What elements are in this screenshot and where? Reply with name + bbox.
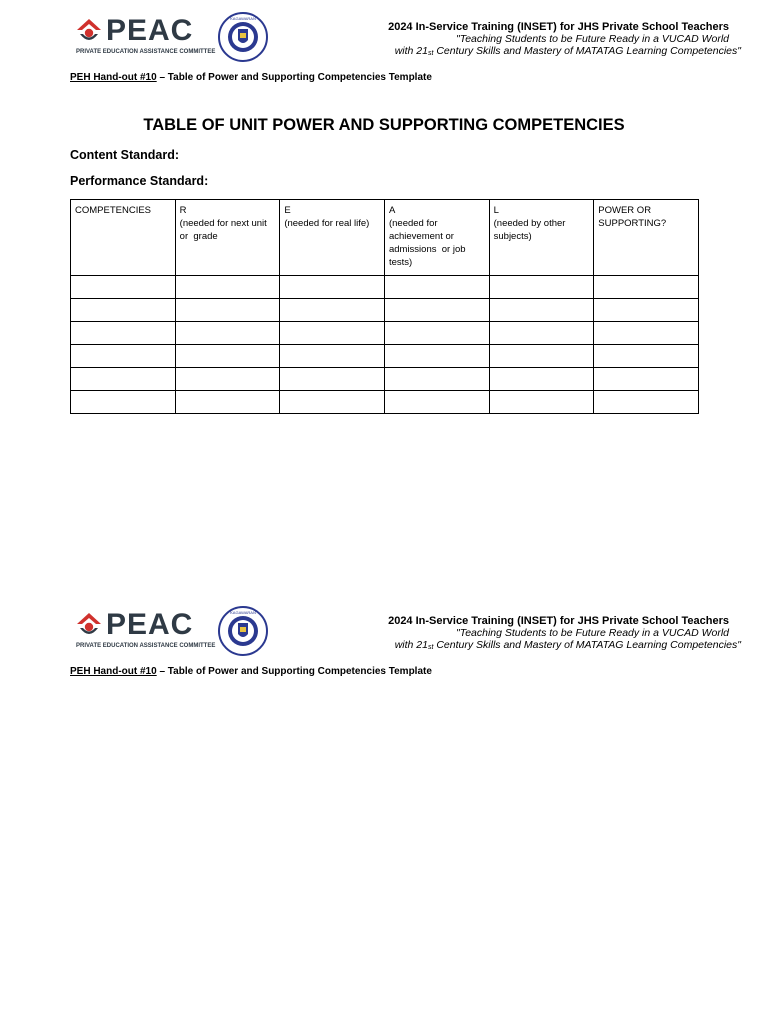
peac-logo <box>76 608 216 654</box>
handout-desc: – Table of Power and Supporting Competencies Template <box>156 72 432 83</box>
table-cell <box>384 322 489 345</box>
page-2 <box>0 594 768 1024</box>
handout-desc: – Table of Power and Supporting Competencies Template <box>156 666 432 677</box>
header-r: R (needed for next unit or grade <box>175 200 280 276</box>
inset-heading <box>388 21 741 60</box>
peac-wordmark: PEAC <box>106 608 194 641</box>
peac-logo <box>76 14 216 60</box>
table-cell <box>175 322 280 345</box>
handout-label <box>70 72 432 83</box>
page-header <box>0 0 768 60</box>
table-cell <box>384 368 489 391</box>
inset-tagline: "Teaching Students to be Future Ready in a VUCAD World <box>456 33 729 45</box>
table-cell <box>594 299 699 322</box>
table-cell <box>175 276 280 299</box>
table-row <box>71 276 699 299</box>
header-e: E (needed for real life) <box>280 200 385 276</box>
table-cell <box>384 391 489 414</box>
inset-title: 2024 In-Service Training (INSET) for JHS Private School Teachers <box>388 21 729 33</box>
page-header <box>0 594 768 654</box>
header-competencies: COMPETENCIES <box>71 200 176 276</box>
inset-tagline-line2: with $21_{st}$ Century Skills and Mastery of MATATAG Learning Competencies" <box>394 639 741 651</box>
handout-ref: PEH Hand-out #10 <box>70 666 157 677</box>
table-cell <box>71 322 176 345</box>
table-cell <box>489 276 594 299</box>
table-cell <box>71 368 176 391</box>
table-cell <box>280 368 385 391</box>
peac-subtitle: PRIVATE EDUCATION ASSISTANCE COMMITTEE <box>76 49 216 55</box>
header-l: L (needed by other subjects) <box>489 200 594 276</box>
inset-heading <box>388 615 741 654</box>
table-cell <box>594 276 699 299</box>
table-cell <box>71 345 176 368</box>
peac-subtitle: PRIVATE EDUCATION ASSISTANCE COMMITTEE <box>76 643 216 649</box>
table-row <box>71 368 699 391</box>
table-cell <box>175 345 280 368</box>
deped-seal-icon <box>218 606 268 656</box>
table-cell <box>384 276 489 299</box>
table-cell <box>489 368 594 391</box>
handout-ref: PEH Hand-out #10 <box>70 72 157 83</box>
table-cell <box>384 345 489 368</box>
table-cell <box>594 368 699 391</box>
header-power-or-supporting: POWER OR SUPPORTING? <box>594 200 699 276</box>
inset-tagline-line2: with $21_{st}$ Century Skills and Mastery of MATATAG Learning Competencies" <box>394 45 741 57</box>
table-row <box>71 345 699 368</box>
table-cell <box>594 391 699 414</box>
svg-text:KAGAWARAN: KAGAWARAN <box>230 610 256 615</box>
table-body <box>71 276 699 414</box>
table-cell <box>280 299 385 322</box>
table-cell <box>594 322 699 345</box>
table-cell <box>71 299 176 322</box>
table-cell <box>175 391 280 414</box>
table-cell <box>175 368 280 391</box>
table-cell <box>280 322 385 345</box>
content-standard-label: Content Standard: <box>70 148 180 162</box>
document-title: TABLE OF UNIT POWER AND SUPPORTING COMPETENCIES <box>143 116 625 134</box>
table-cell <box>71 391 176 414</box>
table-row <box>71 391 699 414</box>
peac-logo-icon <box>76 612 102 638</box>
table-cell <box>280 345 385 368</box>
table-cell <box>384 299 489 322</box>
peac-wordmark: PEAC <box>106 14 194 47</box>
table-cell <box>489 299 594 322</box>
table-cell <box>71 276 176 299</box>
performance-standard-label: Performance Standard: <box>70 174 209 188</box>
table-cell <box>489 391 594 414</box>
inset-title: 2024 In-Service Training (INSET) for JHS Private School Teachers <box>388 615 729 627</box>
header-a: A (needed for achievement or admissions or job tests) <box>384 200 489 276</box>
table-row <box>71 322 699 345</box>
competencies-table <box>70 199 699 414</box>
table-cell <box>280 276 385 299</box>
table-cell <box>280 391 385 414</box>
table-header-row <box>71 200 699 276</box>
svg-text:KAGAWARAN: KAGAWARAN <box>230 16 256 21</box>
table-cell <box>594 345 699 368</box>
inset-tagline: "Teaching Students to be Future Ready in a VUCAD World <box>456 627 729 639</box>
deped-seal-icon <box>218 12 268 62</box>
table-row <box>71 299 699 322</box>
peac-logo-icon <box>76 18 102 44</box>
table-cell <box>175 299 280 322</box>
table-cell <box>489 345 594 368</box>
handout-label <box>70 666 432 677</box>
table-cell <box>489 322 594 345</box>
